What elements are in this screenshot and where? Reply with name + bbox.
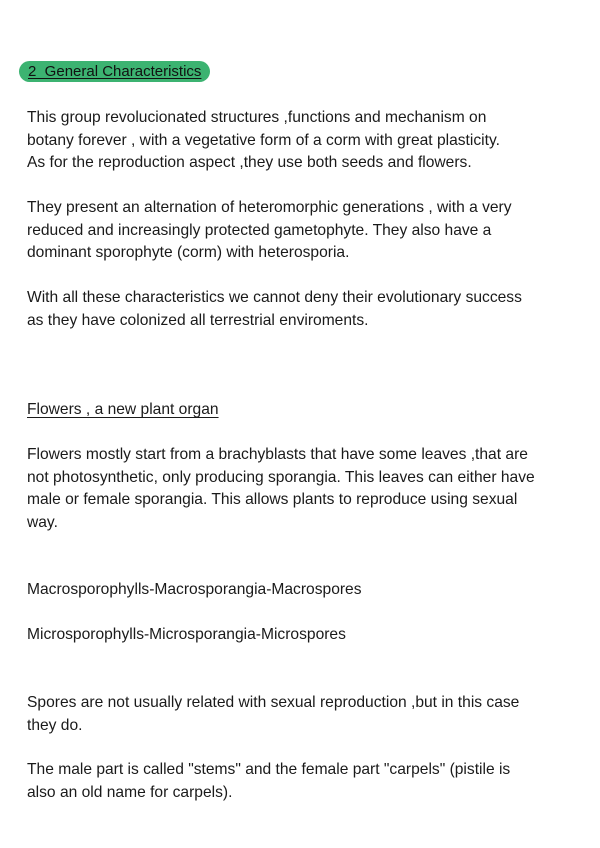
paragraph-success: With all these characteristics we cannot deny their evolutionary success as they have colonized all terrestrial enviroments. bbox=[27, 289, 522, 329]
section-title-badge: 2_General Characteristics bbox=[19, 61, 210, 82]
paragraph-intro: This group revolucionated structures ,functions and mechanism on botany forever , with a vegetative form of a corm with great plasticity. As for the reproduction aspect ,they use both seeds and flowers. bbox=[27, 109, 500, 171]
flowers-heading: Flowers , a new plant organ bbox=[27, 401, 219, 418]
macrospore-line: Macrosporophylls-Macrosporangia-Macrospores bbox=[27, 581, 362, 598]
paragraph-spores: Spores are not usually related with sexual reproduction ,but in this case they do. bbox=[27, 694, 520, 734]
paragraph-flowers: Flowers mostly start from a brachyblasts that have some leaves ,that are not photosynthetic, only producing sporangia. This leaves can either have male or female sporangia. This allows plants to reproduce using sexual way. bbox=[27, 446, 535, 531]
paragraph-alternation: They present an alternation of heteromorphic generations , with a very reduced and increasingly protected gametophyte. They also have a dominant sporophyte (corm) with heterosporia. bbox=[27, 199, 512, 261]
microspore-line: Microsporophylls-Microsporangia-Microspores bbox=[27, 626, 346, 643]
paragraph-male-female: The male part is called "stems" and the female part "carpels" (pistile is also an old name for carpels). bbox=[27, 761, 511, 801]
